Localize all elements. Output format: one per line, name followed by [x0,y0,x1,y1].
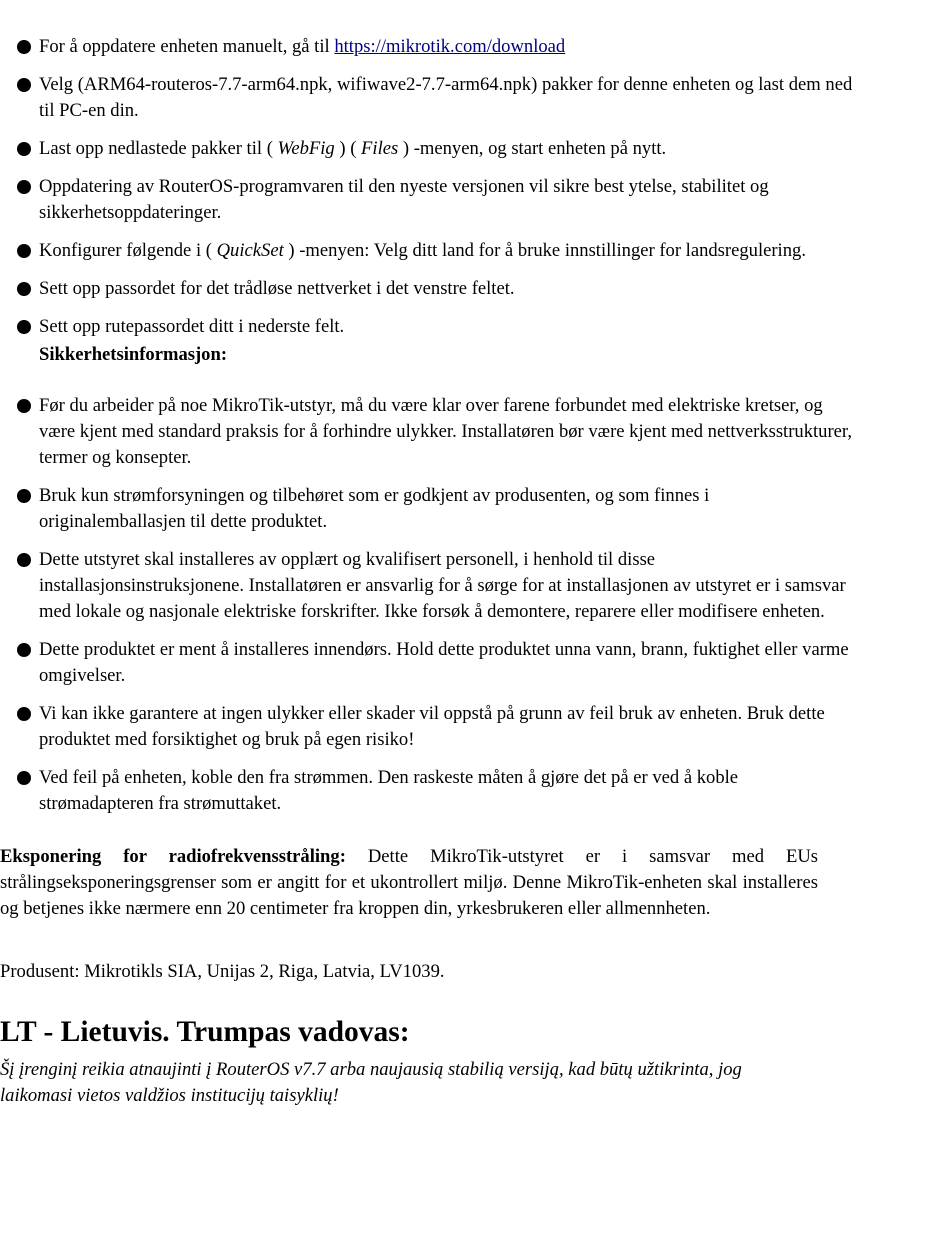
list-item-text: ) -menyen, og start enheten på nytt. [398,138,667,159]
bullet-icon [17,771,31,785]
list-item [0,483,857,535]
list-item [0,72,857,124]
list-item-text: Oppdatering av RouterOS-programvaren til den nyeste versjonen vil sikre best ytelse, stabilitet og sikkerhetsoppdateringer. [39,176,769,223]
menu-name-files: Files [361,138,399,159]
update-instructions-list [0,34,857,340]
bullet-icon [17,282,31,296]
menu-name-webfig: WebFig [277,138,335,159]
lt-section-heading: LT - Lietuvis. Trumpas vadovas: [0,1016,410,1048]
list-item-text: For å oppdatere enheten manuelt, gå til [39,36,335,57]
menu-name-quickset: QuickSet [216,240,284,261]
list-item [0,314,857,340]
list-item-text: Sett opp rutepassordet ditt i nederste felt. [39,316,345,337]
list-item-text: Sett opp passordet for det trådløse nettverket i det venstre feltet. [39,278,515,299]
list-item-text: Bruk kun strømforsyningen og tilbehøret som er godkjent av produsenten, og som finnes i originalemballasjen til dette produktet. [39,485,710,532]
bullet-icon [17,553,31,567]
list-item-text: Konfigurer følgende i ( [39,240,217,261]
list-item-text: ) -menyen: Velg ditt land for å bruke innstillinger for landsregulering. [283,240,806,261]
list-item [0,34,857,60]
download-link[interactable]: https://mikrotik.com/download [334,36,566,57]
list-item [0,174,857,226]
lt-intro-paragraph: Šį įrenginį reikia atnaujinti į RouterOS v7.7 arba naujausią stabilią versiją, kad būtų užtikrinta, jog laikomasi vietos valdžios institucijų taisyklių! [0,1059,742,1106]
safety-list [0,393,857,817]
list-item-text: ) ( [334,138,362,159]
list-item [0,701,857,753]
safety-heading: Sikkerhetsinformasjon: [39,344,228,365]
list-item-text: Før du arbeider på noe MikroTik-utstyr, må du være klar over farene forbundet med elektriske kretser, og være kjent med standard praksis for å forhindre ulykker. Installatøren bør være kjent med nettverksstrukturer, termer og konsepter. [39,395,853,468]
list-item-text: Velg (ARM64-routeros-7.7-arm64.npk, wifiwave2-7.7-arm64.npk) pakker for denne enheten og last dem ned til PC-en din. [39,74,853,121]
list-item [0,136,857,162]
bullet-icon [17,489,31,503]
bullet-icon [17,320,31,334]
bullet-icon [17,78,31,92]
list-item [0,276,857,302]
list-item [0,765,857,817]
bullet-icon [17,142,31,156]
bullet-icon [17,244,31,258]
bullet-icon [17,643,31,657]
list-item-text: Vi kan ikke garantere at ingen ulykker eller skader vil oppstå på grunn av feil bruk av enheten. Bruk dette produktet med forsiktighet og bruk på egen risiko! [39,703,825,750]
rf-exposure-text: Dette MikroTik-utstyret er i samsvar med EUs strålingseksponeringsgrenser som er angitt for et ukontrollert miljø. Denne MikroTik-enheten skal installeres og betjenes ikke nærmere enn 20 centimeter fra kroppen din, yrkesbrukeren eller allmennheten. [0,846,819,919]
list-item-text: Ved feil på enheten, koble den fra strømmen. Den raskeste måten å gjøre det på er ved å koble strømadapteren fra strømuttaket. [39,767,739,814]
manufacturer-info: Produsent: Mikrotikls SIA, Unijas 2, Riga, Latvia, LV1039. [0,961,445,982]
rf-exposure-label: Eksponering for radiofrekvensstråling: [0,846,346,867]
list-item [0,547,857,625]
list-item-text: Last opp nedlastede pakker til ( [39,138,278,159]
bullet-icon [17,180,31,194]
bullet-icon [17,40,31,54]
list-item [0,637,857,689]
list-item [0,238,857,264]
list-item-text: Dette utstyret skal installeres av opplært og kvalifisert personell, i henhold til disse installasjonsinstruksjonene. Installatøren er ansvarlig for å sørge for at installasjonen av utstyret er i samsvar med lokale og nasjonale elektriske forskrifter. Ikke forsøk å demontere, reparere eller modifisere enheten. [39,549,846,622]
list-item-text: Dette produktet er ment å installeres innendørs. Hold dette produktet unna vann, brann, fuktighet eller varme omgivelser. [39,639,849,686]
bullet-icon [17,707,31,721]
list-item [0,393,857,471]
bullet-icon [17,399,31,413]
rf-exposure-paragraph [0,844,818,922]
